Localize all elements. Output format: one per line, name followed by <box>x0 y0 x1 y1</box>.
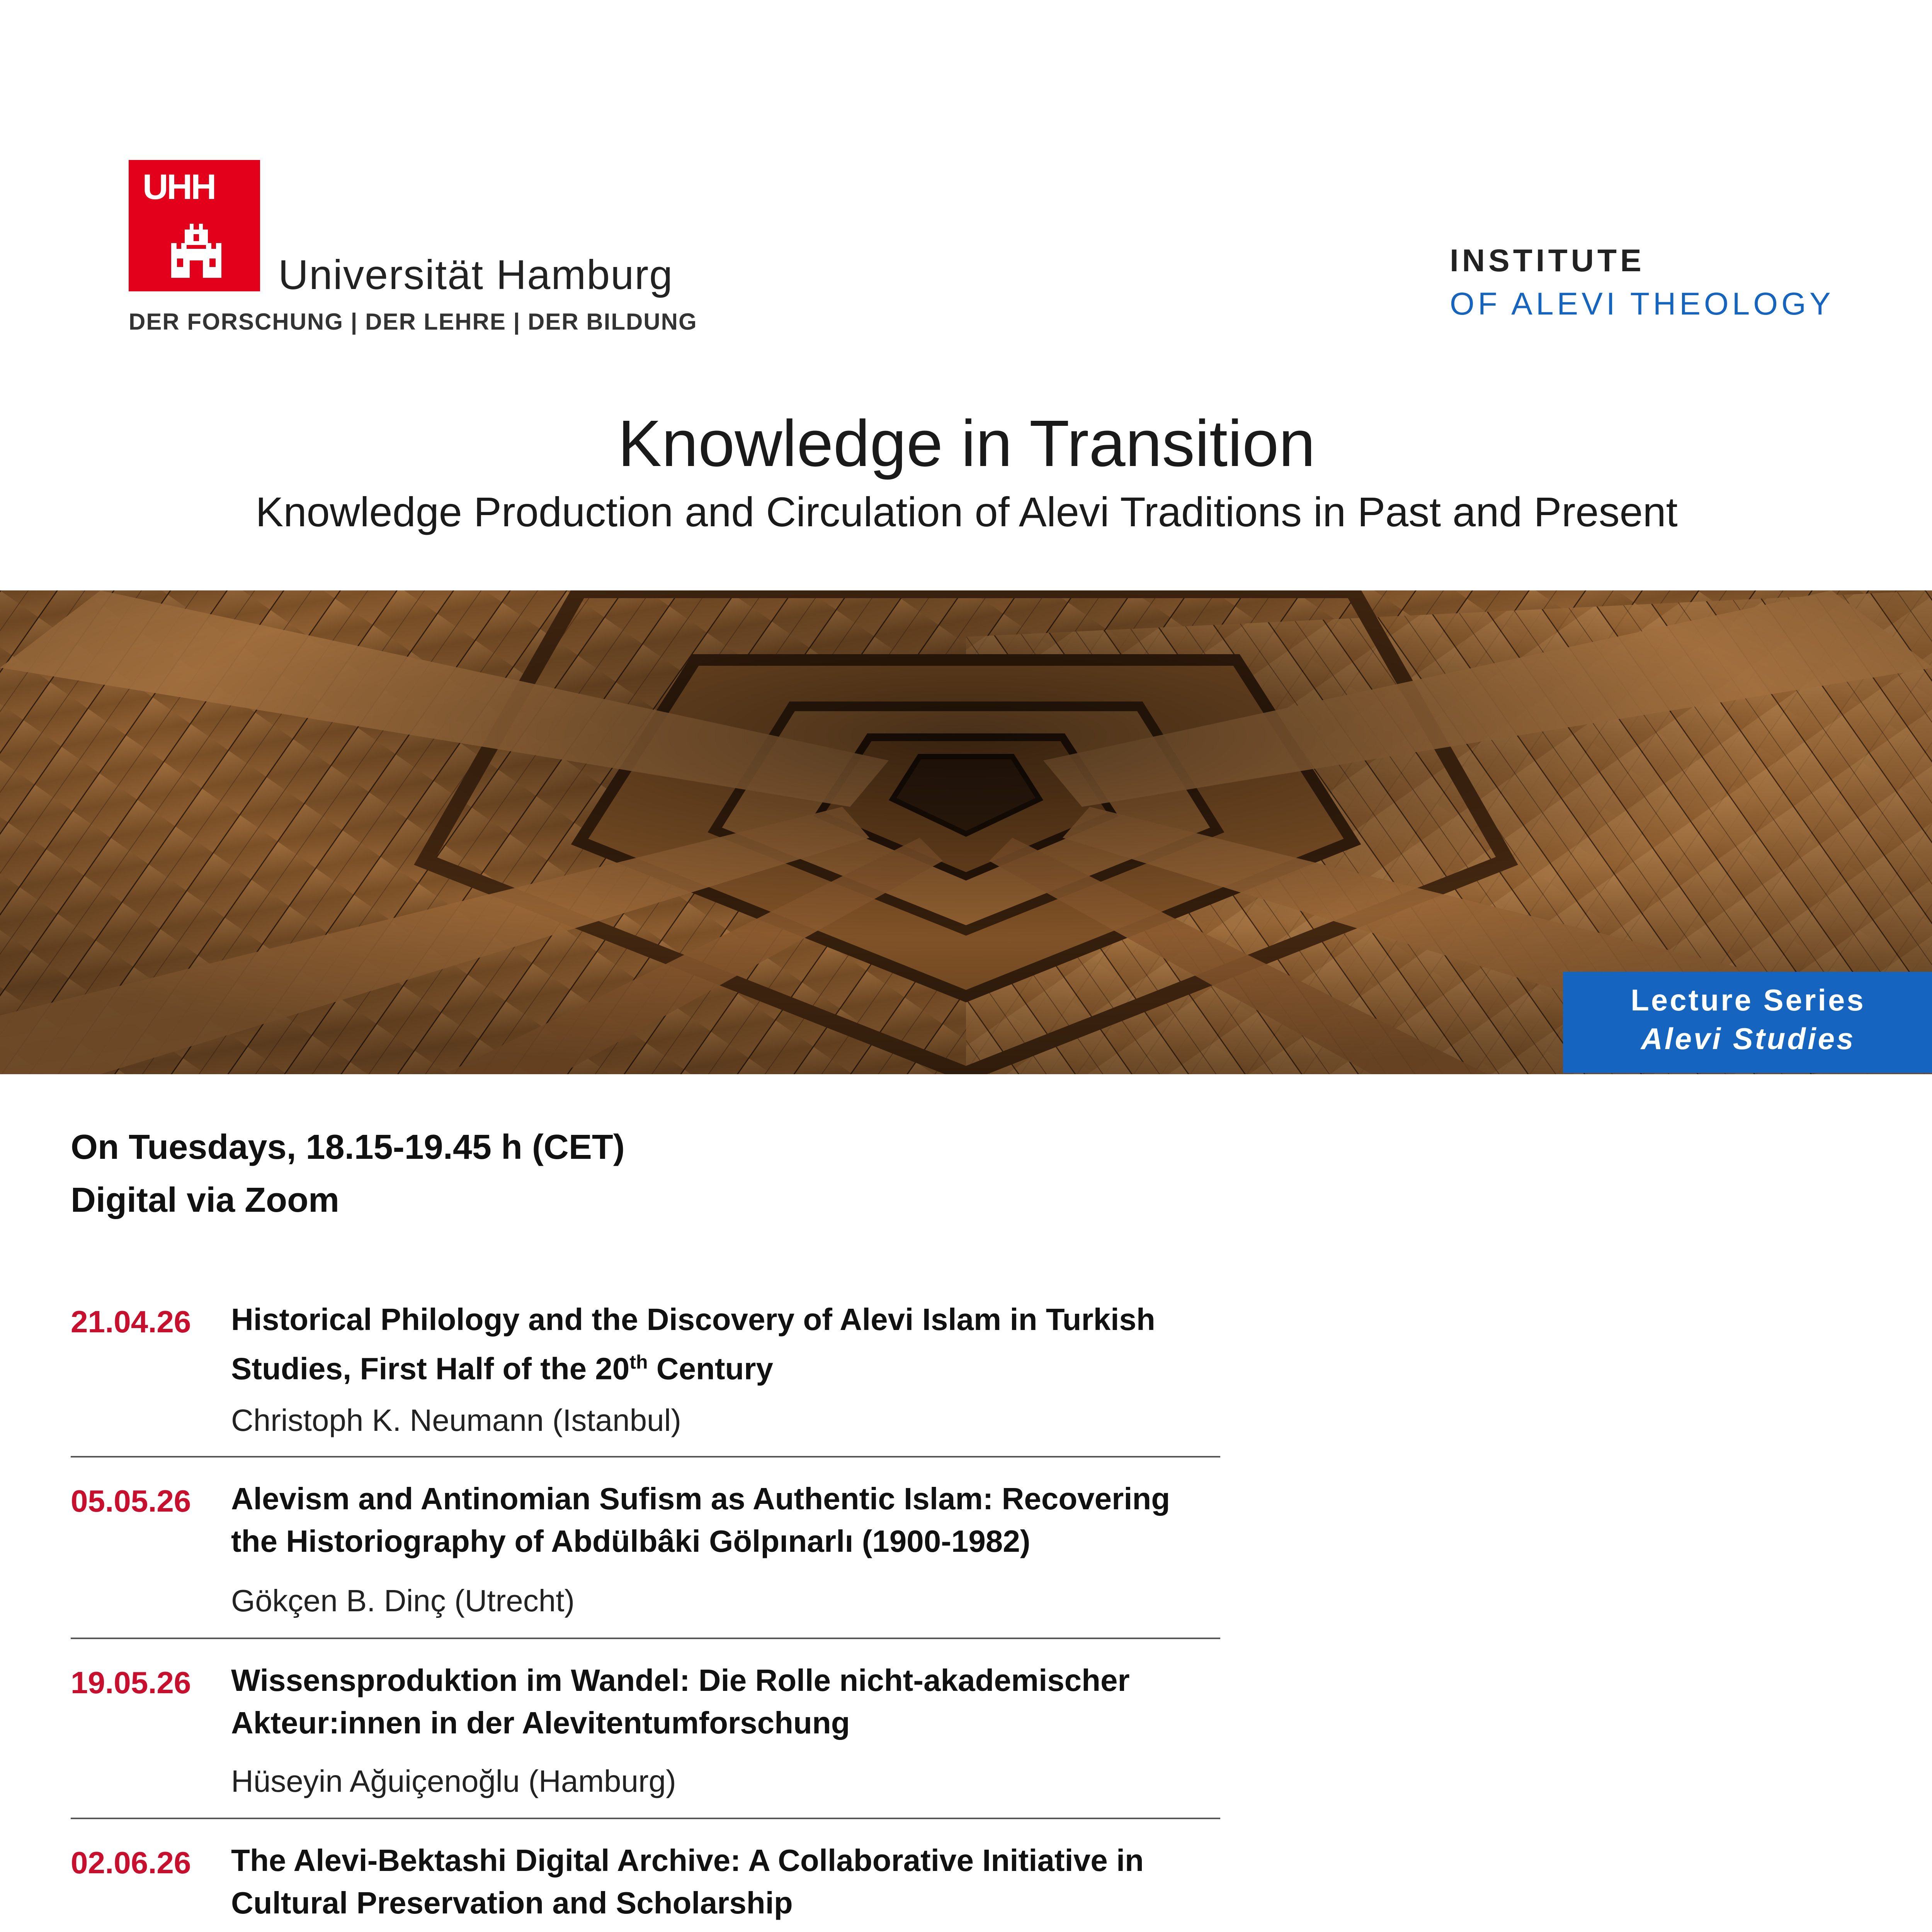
series-label: Lecture Series <box>1631 983 1866 1017</box>
lecture-row <box>71 1639 1220 1819</box>
castle-icon <box>167 222 225 280</box>
lecture-title: Alevism and Antinomian Sufism as Authentic Islam: Recovering the Historiography of Abdülbâki Gölpınarlı (1900-1982) <box>231 1481 1170 1558</box>
lecture-series-badge <box>1563 972 1932 1073</box>
lecture-speaker: Gökçen B. Dinç (Utrecht) <box>231 1583 575 1618</box>
page-title: Knowledge in Transition <box>617 407 1315 480</box>
university-name: Universität Hamburg <box>278 251 673 298</box>
lecture-date: 05.05.26 <box>71 1484 191 1518</box>
university-motto: DER FORSCHUNG | DER LEHRE | DER BILDUNG <box>129 309 697 335</box>
lecture-title: The Alevi-Bektashi Digital Archive: A Collaborative Initiative in Cultural Preservation and Scholarship <box>231 1843 1144 1920</box>
lecture-schedule <box>71 1298 1220 1932</box>
lecture-row <box>71 1458 1220 1639</box>
uhh-logo <box>129 160 260 291</box>
lecture-date: 02.06.26 <box>71 1845 191 1880</box>
schedule-venue: Digital via Zoom <box>71 1181 340 1219</box>
lecture-speaker: Christoph K. Neumann (Istanbul) <box>231 1403 681 1437</box>
institute-line-2: OF ALEVI THEOLOGY <box>1450 286 1834 321</box>
institute-line-1: INSTITUTE <box>1450 243 1645 278</box>
lecture-title: Wissensproduktion im Wandel: Die Rolle nicht-akademischer Akteur:innen in der Alevitentumforschung <box>231 1663 1130 1740</box>
page-subtitle: Knowledge Production and Circulation of Alevi Traditions in Past and Present <box>255 488 1678 535</box>
logo-letters: UHH <box>143 167 215 207</box>
lecture-date: 19.05.26 <box>71 1665 191 1700</box>
lecture-row <box>71 1819 1220 1932</box>
lecture-title: Historical Philology and the Discovery of Alevi Islam in Turkish Studies, First Half of the 20th Century <box>231 1302 1155 1386</box>
series-name: Alevi Studies <box>1641 1022 1855 1056</box>
lecture-date: 21.04.26 <box>71 1304 191 1339</box>
lecture-row <box>71 1298 1220 1458</box>
lecture-speaker: Hüseyin Ağuiçenoğlu (Hamburg) <box>231 1764 676 1798</box>
schedule-time: On Tuesdays, 18.15-19.45 h (CET) <box>71 1128 625 1167</box>
